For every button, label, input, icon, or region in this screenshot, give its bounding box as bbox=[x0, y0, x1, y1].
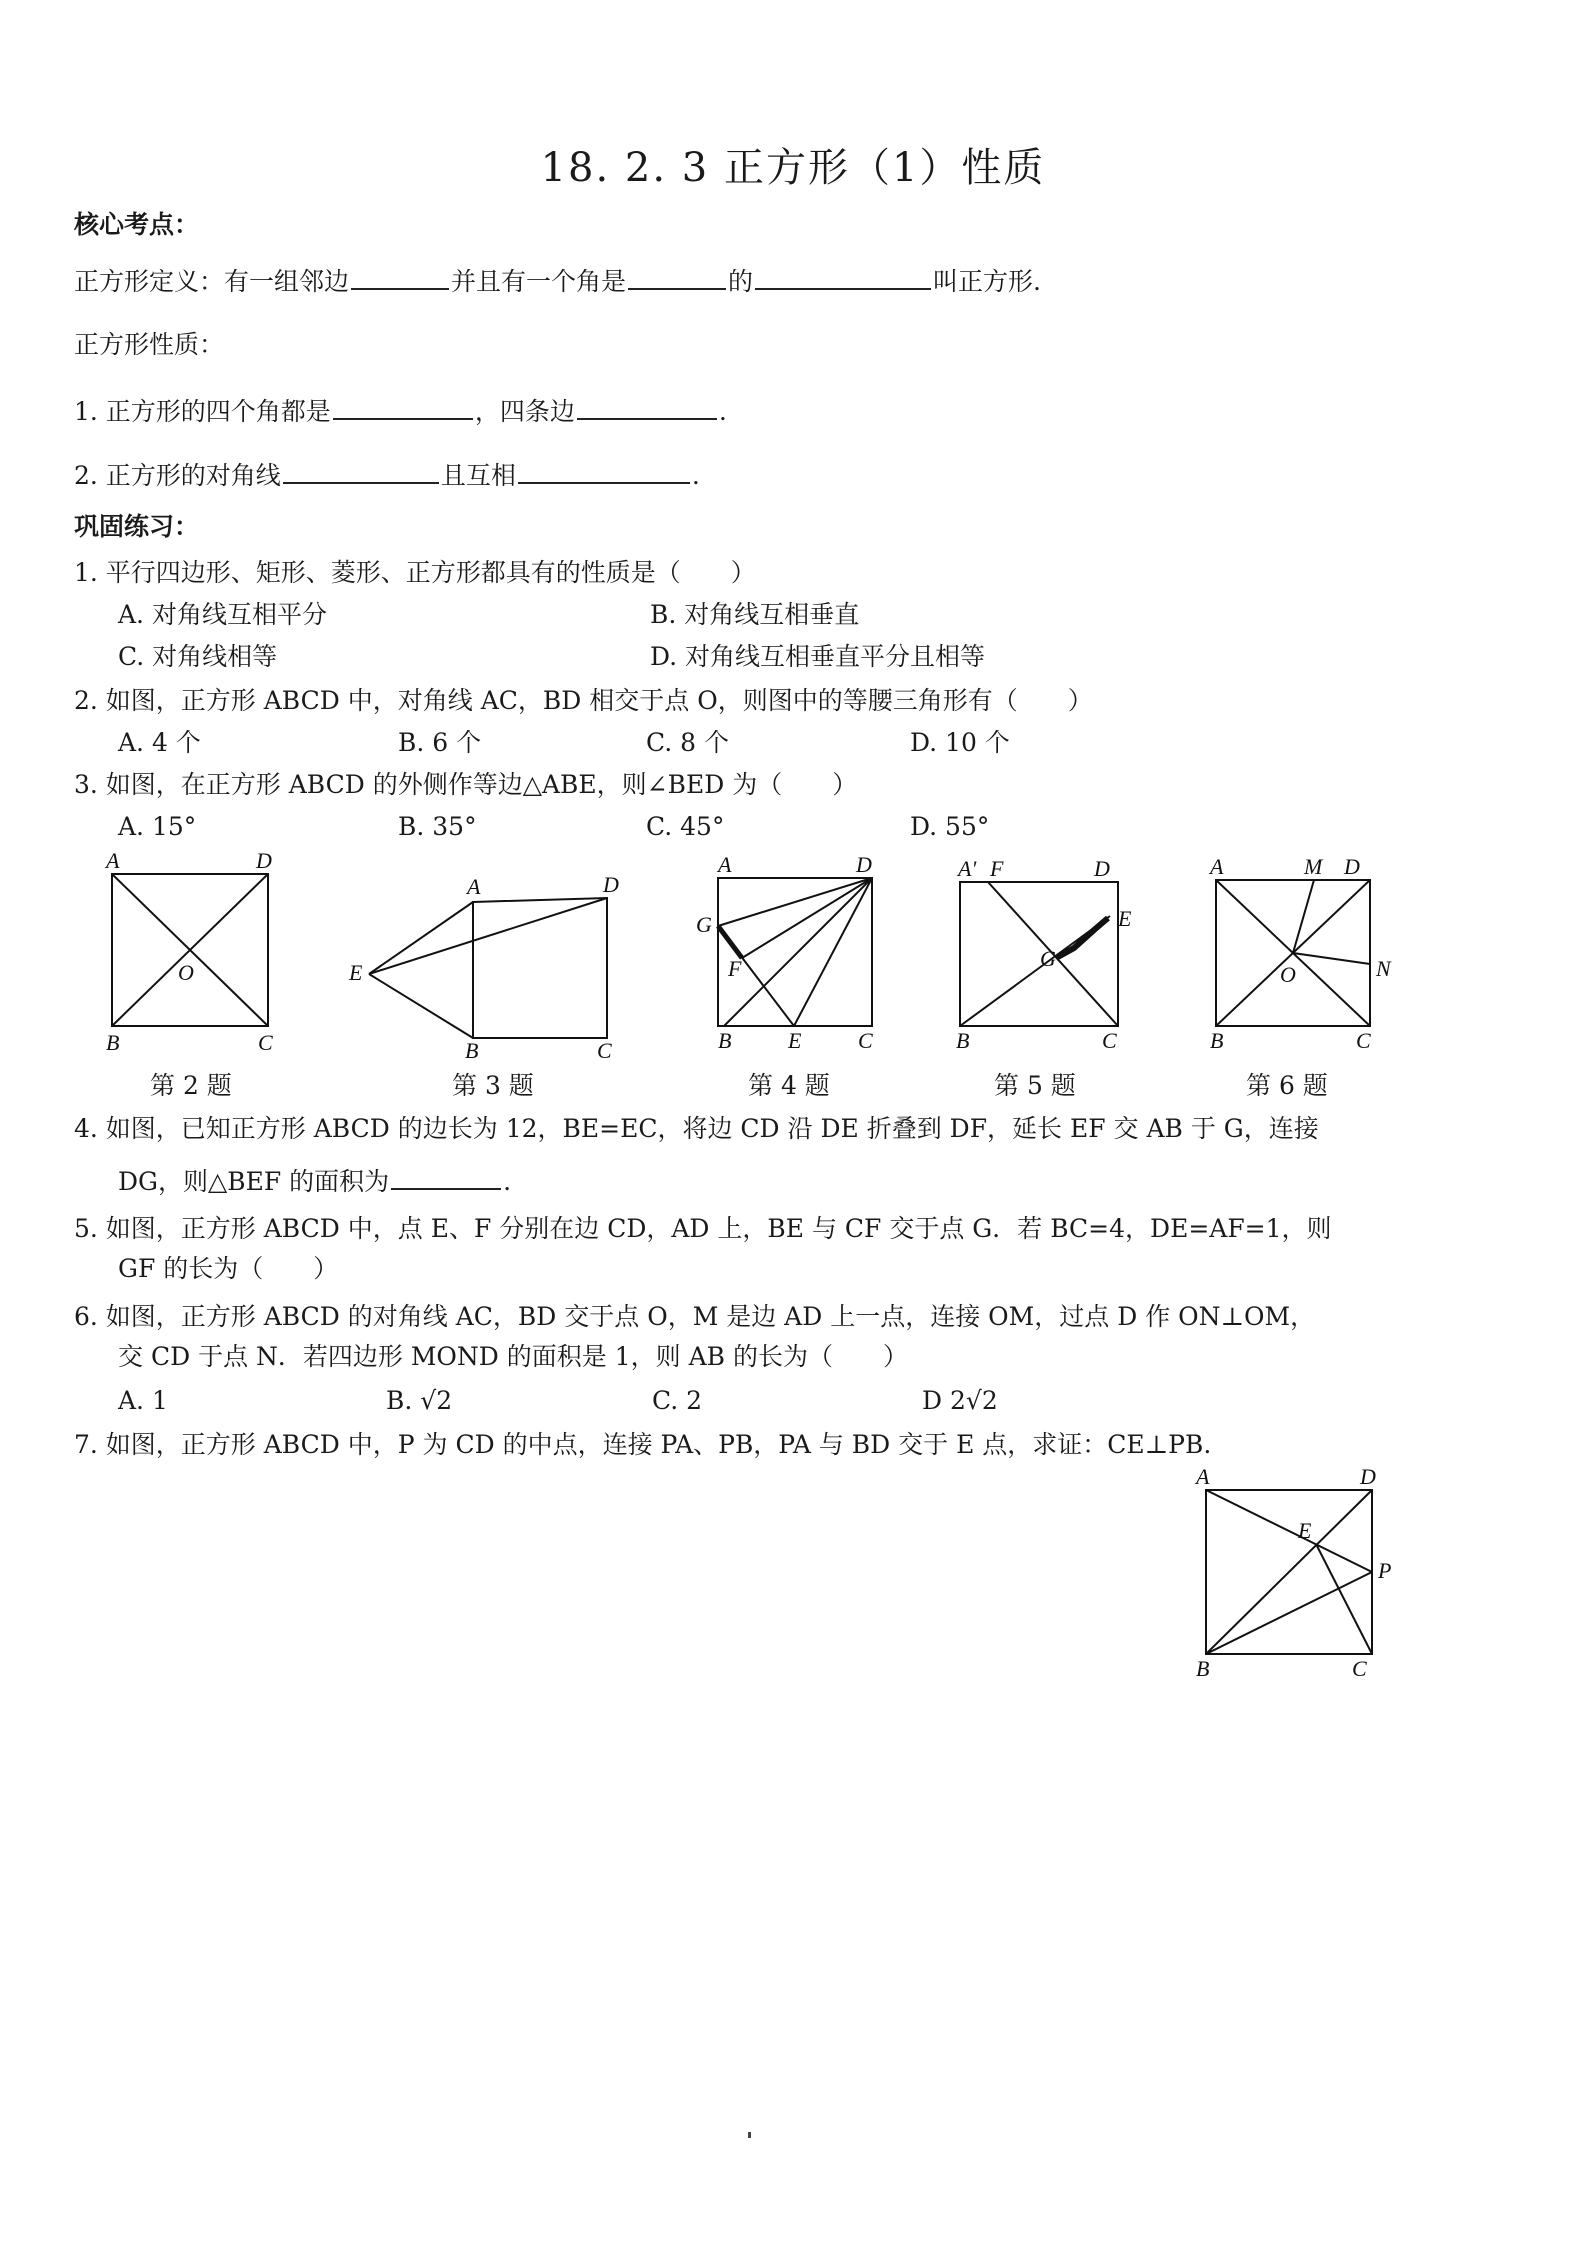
question-2-option-b[interactable]: B. 6 个 bbox=[398, 728, 482, 757]
fig6-label-b: B bbox=[1210, 1028, 1224, 1052]
caption-q5: 第 5 题 bbox=[994, 1071, 1076, 1100]
caption-q6: 第 6 题 bbox=[1246, 1071, 1328, 1100]
def-text-b: 并且有一个角是 bbox=[451, 267, 627, 296]
blank-diagonals-equal[interactable] bbox=[283, 456, 439, 484]
def-text-c: 的 bbox=[728, 267, 754, 296]
fig6-line-on bbox=[1293, 953, 1370, 964]
question-3-option-d[interactable]: D. 55° bbox=[910, 812, 990, 841]
figure-q3 bbox=[345, 870, 625, 1060]
question-3-option-c[interactable]: C. 45° bbox=[646, 812, 725, 841]
question-4-line-1: 4. 如图，已知正方形 ABCD 的边长为 12，BE=EC，将边 CD 沿 DE 折叠到 DF，延长 EF 交 AB 于 G，连接 bbox=[74, 1114, 1319, 1143]
question-7-stem: 7. 如图，正方形 ABCD 中，P 为 CD 的中点，连接 PA、PB，PA 与 BD 交于 E 点，求证：CE⊥PB. bbox=[74, 1430, 1212, 1459]
fig4-label-c: C bbox=[858, 1028, 873, 1052]
question-4-text-b: . bbox=[503, 1167, 512, 1196]
property-1 bbox=[74, 392, 727, 429]
blank-adjacent-sides[interactable] bbox=[351, 262, 449, 290]
fig3-label-b: B bbox=[465, 1038, 479, 1060]
fig3-line-eb bbox=[369, 974, 473, 1038]
fig3-label-a: A bbox=[467, 874, 481, 899]
question-1-option-b[interactable]: B. 对角线互相垂直 bbox=[650, 600, 860, 629]
blank-quadrilateral[interactable] bbox=[755, 262, 931, 290]
fig3-line-ea bbox=[369, 902, 473, 974]
blank-four-sides[interactable] bbox=[577, 392, 717, 420]
fig3-label-d: D bbox=[603, 872, 619, 897]
prop2-text-b: 且互相 bbox=[440, 461, 516, 490]
page-title: 18. 2. 3 正方形（1）性质 bbox=[540, 145, 1046, 191]
figure-q2 bbox=[90, 852, 300, 1052]
fig3-label-c: C bbox=[597, 1038, 612, 1060]
square-definition bbox=[74, 262, 1041, 299]
fig6-label-a: A bbox=[1210, 854, 1224, 879]
caption-q4: 第 4 题 bbox=[748, 1071, 830, 1100]
fig7-diagonal-bd bbox=[1206, 1490, 1372, 1654]
question-1-stem: 1. 平行四边形、矩形、菱形、正方形都具有的性质是（ ） bbox=[74, 558, 756, 587]
caption-q2: 第 2 题 bbox=[150, 1071, 232, 1100]
question-5-line-2: GF 的长为（ ） bbox=[118, 1254, 339, 1283]
fig5-label-c: C bbox=[1102, 1028, 1117, 1052]
prop1-text-c: . bbox=[718, 397, 727, 426]
def-text-a: 正方形定义：有一组邻边 bbox=[74, 267, 350, 296]
question-2-option-a[interactable]: A. 4 个 bbox=[118, 728, 201, 757]
fig7-label-d: D bbox=[1360, 1468, 1376, 1489]
question-1-option-d[interactable]: D. 对角线互相垂直平分且相等 bbox=[650, 642, 986, 671]
fig6-label-m: M bbox=[1304, 854, 1323, 879]
figure-q4 bbox=[694, 852, 904, 1052]
question-4-line-2 bbox=[118, 1162, 511, 1199]
property-heading: 正方形性质： bbox=[74, 330, 225, 359]
fig4-label-g: G bbox=[696, 912, 712, 937]
question-1-option-a[interactable]: A. 对角线互相平分 bbox=[118, 600, 327, 629]
fig2-label-c: C bbox=[258, 1030, 273, 1052]
property-2 bbox=[74, 456, 700, 493]
prop1-text-a: 1. 正方形的四个角都是 bbox=[74, 397, 331, 426]
fig3-line-ed bbox=[369, 898, 607, 974]
fig4-label-b: B bbox=[718, 1028, 732, 1052]
blank-q4-area[interactable] bbox=[391, 1162, 501, 1190]
fig6-label-n: N bbox=[1376, 956, 1391, 981]
fig4-label-d: D bbox=[856, 852, 872, 877]
fig4-line-fd bbox=[742, 878, 872, 958]
fig2-label-o: O bbox=[178, 960, 194, 985]
question-5-line-1: 5. 如图，正方形 ABCD 中，点 E、F 分别在边 CD，AD 上，BE 与 CF 交于点 G．若 BC=4，DE=AF=1，则 bbox=[74, 1214, 1332, 1243]
fig5-ink-mark bbox=[1056, 918, 1108, 958]
fig4-label-a: A bbox=[718, 852, 732, 877]
fig7-label-e: E bbox=[1298, 1518, 1312, 1543]
figure-q7 bbox=[1184, 1468, 1404, 1678]
fig7-label-b: B bbox=[1196, 1656, 1210, 1678]
question-6-option-b[interactable]: B. √2 bbox=[386, 1386, 453, 1415]
fig4-label-f: F bbox=[728, 956, 742, 981]
fig7-line-ce bbox=[1316, 1544, 1372, 1654]
question-6-line-2: 交 CD 于点 N．若四边形 MOND 的面积是 1，则 AB 的长为（ ） bbox=[118, 1342, 908, 1371]
page-mark bbox=[748, 2132, 751, 2138]
blank-four-angles[interactable] bbox=[333, 392, 473, 420]
question-2-stem: 2. 如图，正方形 ABCD 中，对角线 AC，BD 相交于点 O，则图中的等腰三角形有（ ） bbox=[74, 686, 1093, 715]
prop2-text-c: . bbox=[691, 461, 700, 490]
fig5-label-d: D bbox=[1094, 856, 1110, 881]
question-1-option-c[interactable]: C. 对角线相等 bbox=[118, 642, 278, 671]
question-6-option-a[interactable]: A. 1 bbox=[118, 1386, 168, 1415]
fig7-label-c: C bbox=[1352, 1656, 1367, 1678]
question-3-stem: 3. 如图，在正方形 ABCD 的外侧作等边△ABE，则∠BED 为（ ） bbox=[74, 770, 858, 799]
question-2-option-c[interactable]: C. 8 个 bbox=[646, 728, 729, 757]
question-4-text-a: DG，则△BEF 的面积为 bbox=[118, 1167, 390, 1196]
fig6-label-c: C bbox=[1356, 1028, 1371, 1052]
fig4-fold-mark bbox=[718, 926, 742, 958]
fig2-label-a: A bbox=[106, 852, 120, 873]
fig5-square bbox=[960, 882, 1118, 1026]
question-2-option-d[interactable]: D. 10 个 bbox=[910, 728, 1010, 757]
fig7-line-pa bbox=[1206, 1490, 1372, 1572]
fig7-label-a: A bbox=[1196, 1468, 1210, 1489]
question-6-line-1: 6. 如图，正方形 ABCD 的对角线 AC，BD 交于点 O，M 是边 AD 上一点，连接 OM，过点 D 作 ON⊥OM， bbox=[74, 1302, 1316, 1331]
fig5-label-g: G bbox=[1040, 946, 1056, 971]
prop2-text-a: 2. 正方形的对角线 bbox=[74, 461, 281, 490]
fig3-label-e: E bbox=[349, 960, 363, 985]
fig2-label-d: D bbox=[256, 852, 272, 873]
fig5-label-e: E bbox=[1118, 906, 1132, 931]
figure-q6 bbox=[1196, 852, 1406, 1052]
fig6-label-d: D bbox=[1344, 854, 1360, 879]
fig2-label-b: B bbox=[106, 1030, 120, 1052]
section-practice-heading: 巩固练习： bbox=[74, 512, 200, 541]
question-6-option-d[interactable]: D 2√2 bbox=[922, 1386, 998, 1415]
caption-q3: 第 3 题 bbox=[452, 1071, 534, 1100]
fig4-label-e: E bbox=[788, 1028, 802, 1052]
question-6-option-c[interactable]: C. 2 bbox=[652, 1386, 703, 1415]
fig7-line-pb bbox=[1206, 1572, 1372, 1654]
section-core-heading: 核心考点： bbox=[74, 210, 200, 239]
prop1-text-b: ，四条边 bbox=[474, 397, 575, 426]
fig6-label-o: O bbox=[1280, 962, 1296, 987]
fig5-label-a: A' bbox=[958, 856, 977, 881]
question-3-option-b[interactable]: B. 35° bbox=[398, 812, 477, 841]
fig5-label-b: B bbox=[956, 1028, 970, 1052]
def-text-d: 叫正方形. bbox=[933, 267, 1041, 296]
blank-angle[interactable] bbox=[628, 262, 726, 290]
blank-diagonals-bisect[interactable] bbox=[518, 456, 690, 484]
fig4-line-de bbox=[794, 878, 872, 1026]
fig5-label-f: F bbox=[990, 856, 1004, 881]
fig7-label-p: P bbox=[1378, 1558, 1392, 1583]
question-3-option-a[interactable]: A. 15° bbox=[118, 812, 197, 841]
figure-q5 bbox=[944, 852, 1154, 1052]
